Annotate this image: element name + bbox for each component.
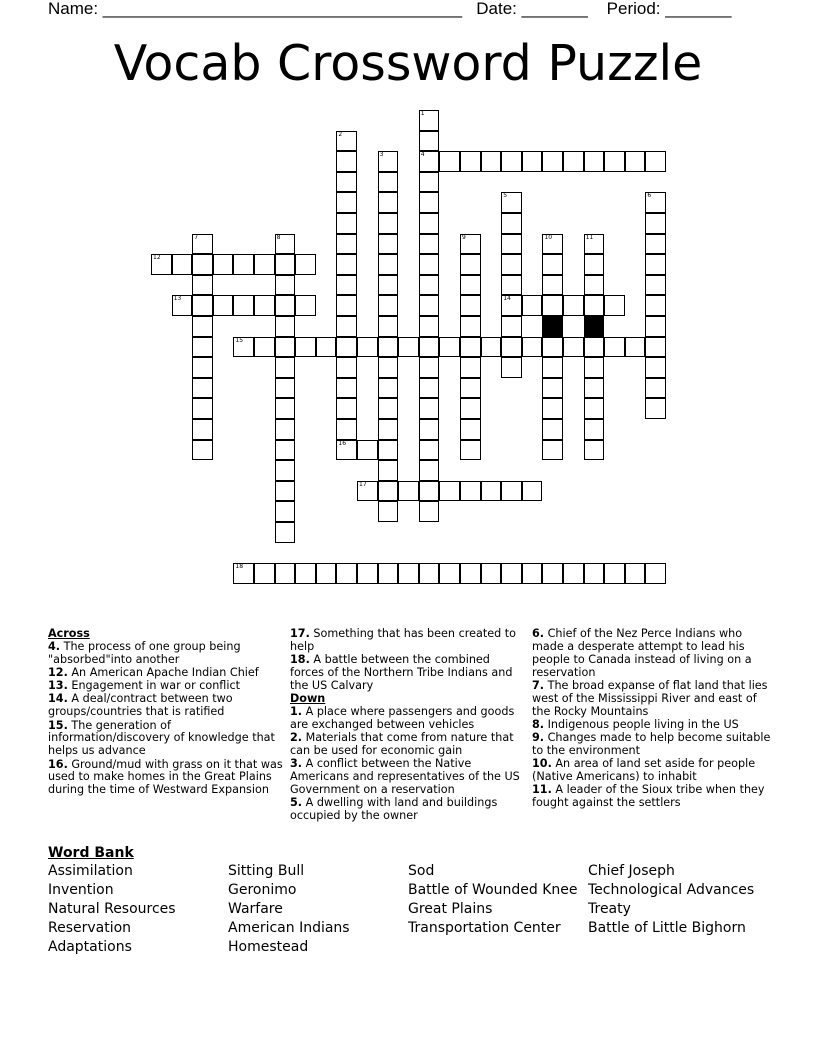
crossword-cell[interactable] bbox=[645, 192, 666, 213]
crossword-cell[interactable] bbox=[460, 295, 481, 316]
crossword-cell[interactable] bbox=[378, 357, 399, 378]
page-title: Vocab Crossword Puzzle bbox=[113, 35, 703, 92]
crossword-cell[interactable] bbox=[645, 563, 666, 584]
crossword-cell[interactable] bbox=[357, 440, 378, 461]
crossword-cell[interactable] bbox=[419, 357, 440, 378]
clues-column-2 bbox=[290, 628, 526, 823]
crossword-cell[interactable] bbox=[625, 151, 646, 172]
crossword-cell[interactable] bbox=[192, 378, 213, 399]
crossword-cell[interactable] bbox=[336, 316, 357, 337]
crossword-cell[interactable] bbox=[501, 337, 522, 358]
crossword-cell[interactable] bbox=[378, 419, 399, 440]
word-bank-item: Technological Advances bbox=[588, 882, 755, 898]
crossword-cell[interactable] bbox=[584, 398, 605, 419]
crossword-cell[interactable] bbox=[501, 275, 522, 296]
crossword-cell[interactable] bbox=[275, 275, 296, 296]
clue-down-8: 8. Indigenous people living in the US bbox=[532, 717, 739, 731]
crossword-cell[interactable] bbox=[542, 275, 563, 296]
crossword-cell[interactable] bbox=[275, 337, 296, 358]
crossword-cell[interactable] bbox=[645, 378, 666, 399]
crossword-cell[interactable] bbox=[275, 378, 296, 399]
crossword-cell[interactable] bbox=[584, 295, 605, 316]
crossword-cell[interactable] bbox=[419, 419, 440, 440]
crossword-cell[interactable] bbox=[584, 563, 605, 584]
crossword-cell[interactable] bbox=[563, 295, 584, 316]
cell-number: 13 bbox=[173, 295, 182, 303]
crossword-cell[interactable] bbox=[439, 563, 460, 584]
crossword-cell[interactable] bbox=[522, 563, 543, 584]
crossword-cell[interactable] bbox=[233, 563, 254, 584]
crossword-cell[interactable] bbox=[604, 337, 625, 358]
crossword-cell[interactable] bbox=[584, 275, 605, 296]
crossword-cell[interactable] bbox=[584, 254, 605, 275]
crossword-cell[interactable] bbox=[501, 357, 522, 378]
crossword-cell[interactable] bbox=[645, 316, 666, 337]
cell-number: 10 bbox=[544, 233, 553, 241]
crossword-cell[interactable] bbox=[460, 151, 481, 172]
across-heading: Across bbox=[48, 627, 90, 640]
crossword-cell[interactable] bbox=[275, 460, 296, 481]
crossword-cell[interactable] bbox=[398, 563, 419, 584]
crossword-cell[interactable] bbox=[584, 378, 605, 399]
crossword-cell[interactable] bbox=[192, 398, 213, 419]
word-bank-item: Invention bbox=[48, 882, 114, 898]
cell-number: 16 bbox=[338, 439, 347, 447]
crossword-cell[interactable] bbox=[419, 398, 440, 419]
crossword-cell[interactable] bbox=[501, 151, 522, 172]
crossword-cell[interactable] bbox=[460, 316, 481, 337]
crossword-cell[interactable] bbox=[378, 275, 399, 296]
crossword-cell[interactable] bbox=[419, 192, 440, 213]
crossword-cell[interactable] bbox=[501, 563, 522, 584]
word-bank-item: Battle of Little Bighorn bbox=[588, 920, 746, 936]
crossword-cell[interactable] bbox=[336, 378, 357, 399]
cell-number: 12 bbox=[153, 254, 161, 262]
crossword-cell[interactable] bbox=[213, 295, 234, 316]
student-info-line: Name: ______________________________________ Date: _______ Period: _______ bbox=[48, 0, 732, 18]
clue-across-17: 17. Something that has been created to help bbox=[290, 627, 516, 653]
crossword-cell[interactable] bbox=[645, 295, 666, 316]
crossword-cell[interactable] bbox=[357, 337, 378, 358]
crossword-cell[interactable] bbox=[645, 234, 666, 255]
clue-down-11: 11. A leader of the Sioux tribe when they fought against the settlers bbox=[532, 783, 765, 810]
clue-across-16: 16. Ground/mud with grass on it that was used to make homes in the Great Plains during the time of Westward Expansion bbox=[48, 757, 283, 797]
crossword-cell[interactable] bbox=[275, 481, 296, 502]
crossword-cell[interactable] bbox=[192, 254, 213, 275]
crossword-cell[interactable] bbox=[563, 337, 584, 358]
crossword-cell[interactable] bbox=[522, 481, 543, 502]
cell-number: 18 bbox=[235, 563, 244, 571]
crossword-cell[interactable] bbox=[542, 419, 563, 440]
crossword-cell[interactable] bbox=[275, 295, 296, 316]
clue-down-9: 9. Changes made to help become suitable to the environment bbox=[532, 731, 771, 758]
crossword-cell[interactable] bbox=[542, 563, 563, 584]
crossword-cell[interactable] bbox=[336, 172, 357, 193]
word-bank-item: Geronimo bbox=[228, 882, 297, 898]
crossword-cell[interactable] bbox=[584, 440, 605, 461]
crossword-cell[interactable] bbox=[522, 151, 543, 172]
crossword-cell[interactable] bbox=[542, 254, 563, 275]
crossword-cell[interactable] bbox=[275, 419, 296, 440]
crossword-cell[interactable] bbox=[501, 481, 522, 502]
word-bank-item: Homestead bbox=[228, 939, 309, 955]
crossword-cell[interactable] bbox=[192, 234, 213, 255]
crossword-cell[interactable] bbox=[254, 563, 275, 584]
crossword-cell[interactable] bbox=[336, 131, 357, 152]
crossword-cell[interactable] bbox=[604, 295, 625, 316]
crossword-cell[interactable] bbox=[378, 398, 399, 419]
word-bank-item: Reservation bbox=[48, 920, 132, 936]
crossword-cell[interactable] bbox=[481, 481, 502, 502]
crossword-cell[interactable] bbox=[460, 254, 481, 275]
crossword-cell[interactable] bbox=[316, 563, 337, 584]
cell-number: 15 bbox=[235, 336, 244, 344]
clue-across-15: 15. The generation of information/discovery of knowledge that helps us advance bbox=[48, 718, 275, 758]
crossword-cell[interactable] bbox=[172, 254, 193, 275]
crossword-cell[interactable] bbox=[192, 275, 213, 296]
word-bank-column-2 bbox=[228, 862, 350, 957]
crossword-cell[interactable] bbox=[336, 254, 357, 275]
crossword-cell[interactable] bbox=[481, 563, 502, 584]
word-bank-item: Adaptations bbox=[48, 939, 132, 955]
crossword-cell[interactable] bbox=[275, 440, 296, 461]
clue-down-6: 6. Chief of the Nez Perce Indians who made a desperate attempt to lead his people to Canada instead of living on a reservation bbox=[532, 627, 752, 679]
word-bank-item: Sitting Bull bbox=[228, 863, 305, 879]
crossword-cell[interactable] bbox=[645, 151, 666, 172]
crossword-cell[interactable] bbox=[336, 295, 357, 316]
crossword-cell[interactable] bbox=[460, 275, 481, 296]
crossword-cell[interactable] bbox=[645, 357, 666, 378]
crossword-cell[interactable] bbox=[295, 337, 316, 358]
crossword-cell[interactable] bbox=[316, 337, 337, 358]
crossword-cell[interactable] bbox=[295, 563, 316, 584]
cell-number: 9 bbox=[462, 233, 466, 241]
crossword-cell[interactable] bbox=[584, 337, 605, 358]
crossword-cell[interactable] bbox=[439, 481, 460, 502]
word-bank-item: Sod bbox=[408, 863, 435, 879]
crossword-cell[interactable] bbox=[542, 337, 563, 358]
crossword-cell[interactable] bbox=[460, 337, 481, 358]
crossword-cell[interactable] bbox=[151, 254, 172, 275]
blocked-cell bbox=[542, 316, 563, 337]
crossword-cell[interactable] bbox=[192, 337, 213, 358]
crossword-cell[interactable] bbox=[563, 563, 584, 584]
crossword-cell[interactable] bbox=[419, 151, 440, 172]
crossword-cell[interactable] bbox=[645, 213, 666, 234]
crossword-cell[interactable] bbox=[378, 192, 399, 213]
cell-number: 8 bbox=[276, 233, 281, 241]
crossword-cell[interactable] bbox=[419, 172, 440, 193]
crossword-cell[interactable] bbox=[419, 501, 440, 522]
word-bank-item: Assimilation bbox=[48, 863, 133, 879]
crossword-cell[interactable] bbox=[542, 234, 563, 255]
crossword-cell[interactable] bbox=[542, 295, 563, 316]
clues-column-3 bbox=[532, 628, 772, 810]
crossword-cell[interactable] bbox=[522, 295, 543, 316]
crossword-cell[interactable] bbox=[336, 275, 357, 296]
crossword-cell[interactable] bbox=[645, 337, 666, 358]
crossword-cell[interactable] bbox=[233, 254, 254, 275]
crossword-cell[interactable] bbox=[357, 563, 378, 584]
crossword-cell[interactable] bbox=[378, 501, 399, 522]
crossword-cell[interactable] bbox=[336, 192, 357, 213]
crossword-cell[interactable] bbox=[460, 234, 481, 255]
crossword-cell[interactable] bbox=[336, 151, 357, 172]
clue-down-10: 10. An area of land set aside for people (Native Americans) to inhabit bbox=[532, 757, 756, 784]
crossword-cell[interactable] bbox=[481, 151, 502, 172]
crossword-cell[interactable] bbox=[336, 440, 357, 461]
crossword-cell[interactable] bbox=[584, 357, 605, 378]
crossword-cell[interactable] bbox=[460, 440, 481, 461]
crossword-cell[interactable] bbox=[460, 378, 481, 399]
crossword-cell[interactable] bbox=[398, 337, 419, 358]
crossword-cell[interactable] bbox=[645, 275, 666, 296]
crossword-cell[interactable] bbox=[419, 234, 440, 255]
crossword-cell[interactable] bbox=[419, 254, 440, 275]
crossword-cell[interactable] bbox=[419, 440, 440, 461]
cell-number: 4 bbox=[420, 151, 425, 159]
crossword-cell[interactable] bbox=[378, 440, 399, 461]
crossword-cell[interactable] bbox=[378, 316, 399, 337]
crossword-cell[interactable] bbox=[419, 337, 440, 358]
cell-number: 14 bbox=[503, 295, 511, 303]
crossword-cell[interactable] bbox=[378, 151, 399, 172]
crossword-cell[interactable] bbox=[295, 254, 316, 275]
crossword-cell[interactable] bbox=[233, 295, 254, 316]
clues-column-1 bbox=[48, 628, 284, 798]
cell-number: 7 bbox=[194, 233, 199, 241]
word-bank-item: American Indians bbox=[228, 920, 350, 936]
clue-across-4: 4. The process of one group being "absorbed"into another bbox=[48, 639, 241, 666]
clue-across-12: 12. An American Apache Indian Chief bbox=[48, 666, 259, 680]
crossword-cell[interactable] bbox=[192, 316, 213, 337]
crossword-cell[interactable] bbox=[275, 398, 296, 419]
crossword-cell[interactable] bbox=[625, 337, 646, 358]
crossword-cell[interactable] bbox=[192, 357, 213, 378]
crossword-cell[interactable] bbox=[233, 337, 254, 358]
crossword-cell[interactable] bbox=[625, 563, 646, 584]
cell-number: 5 bbox=[503, 192, 508, 200]
clue-down-7: 7. The broad expanse of flat land that lies west of the Mississippi River and east of the Rocky Mountains bbox=[532, 678, 768, 718]
crossword-cell[interactable] bbox=[213, 254, 234, 275]
down-heading: Down bbox=[290, 692, 326, 706]
crossword-cell[interactable] bbox=[336, 357, 357, 378]
crossword-cell[interactable] bbox=[378, 172, 399, 193]
crossword-cell[interactable] bbox=[275, 563, 296, 584]
clue-across-14: 14. A deal/contract between two groups/countries that is ratified bbox=[48, 692, 233, 719]
clue-across-13: 13. Engagement in war or conflict bbox=[48, 679, 241, 693]
cell-number: 17 bbox=[359, 480, 367, 488]
crossword-cell[interactable] bbox=[378, 213, 399, 234]
crossword-cell[interactable] bbox=[645, 398, 666, 419]
crossword-cell[interactable] bbox=[275, 234, 296, 255]
crossword-cell[interactable] bbox=[419, 481, 440, 502]
word-bank-item: Natural Resources bbox=[48, 901, 176, 917]
blocked-cell bbox=[584, 316, 605, 337]
clue-down-5: 5. A dwelling with land and buildings occupied by the owner bbox=[290, 796, 498, 823]
cell-number: 2 bbox=[338, 130, 343, 138]
crossword-cell[interactable] bbox=[604, 563, 625, 584]
crossword-cell[interactable] bbox=[419, 563, 440, 584]
crossword-cell[interactable] bbox=[192, 440, 213, 461]
crossword-cell[interactable] bbox=[604, 151, 625, 172]
cell-number: 3 bbox=[379, 151, 384, 159]
cell-number: 11 bbox=[585, 233, 594, 241]
crossword-cell[interactable] bbox=[542, 378, 563, 399]
crossword-cell[interactable] bbox=[584, 151, 605, 172]
crossword-cell[interactable] bbox=[501, 192, 522, 213]
crossword-cell[interactable] bbox=[419, 213, 440, 234]
crossword-cell[interactable] bbox=[419, 131, 440, 152]
crossword-cell[interactable] bbox=[563, 151, 584, 172]
crossword-cell[interactable] bbox=[439, 337, 460, 358]
crossword-cell[interactable] bbox=[378, 378, 399, 399]
clue-across-18: 18. A battle between the combined forces of the Northern Tribe Indians and the US Calvary bbox=[290, 653, 513, 692]
crossword-cell[interactable] bbox=[378, 563, 399, 584]
crossword-cell[interactable] bbox=[460, 419, 481, 440]
crossword-cell[interactable] bbox=[378, 481, 399, 502]
word-bank-item: Chief Joseph bbox=[588, 863, 675, 879]
word-bank-column-4 bbox=[588, 862, 754, 938]
crossword-cell[interactable] bbox=[192, 419, 213, 440]
crossword-cell[interactable] bbox=[501, 213, 522, 234]
word-bank-item: Treaty bbox=[588, 901, 631, 917]
crossword-cell[interactable] bbox=[501, 295, 522, 316]
crossword-cell[interactable] bbox=[254, 295, 275, 316]
crossword-cell[interactable] bbox=[419, 316, 440, 337]
crossword-cell[interactable] bbox=[378, 460, 399, 481]
crossword-cell[interactable] bbox=[542, 357, 563, 378]
crossword-cell[interactable] bbox=[460, 481, 481, 502]
crossword-cell[interactable] bbox=[419, 378, 440, 399]
crossword-cell[interactable] bbox=[460, 357, 481, 378]
crossword-cell[interactable] bbox=[254, 337, 275, 358]
crossword-cell[interactable] bbox=[584, 234, 605, 255]
crossword-cell[interactable] bbox=[501, 234, 522, 255]
word-bank-title: Word Bank bbox=[48, 845, 134, 861]
word-bank-column-1 bbox=[48, 862, 176, 957]
crossword-cell[interactable] bbox=[398, 481, 419, 502]
crossword-cell[interactable] bbox=[378, 337, 399, 358]
crossword-cell[interactable] bbox=[542, 151, 563, 172]
crossword-cell[interactable] bbox=[336, 563, 357, 584]
crossword-cell[interactable] bbox=[419, 110, 440, 131]
clue-down-1: 1. A place where passengers and goods are exchanged between vehicles bbox=[290, 705, 515, 731]
crossword-cell[interactable] bbox=[192, 295, 213, 316]
crossword-cell[interactable] bbox=[275, 316, 296, 337]
word-bank-item: Warfare bbox=[228, 901, 283, 917]
crossword-cell[interactable] bbox=[501, 316, 522, 337]
crossword-cell[interactable] bbox=[275, 522, 296, 543]
clue-down-2: 2. Materials that come from nature that can be used for economic gain bbox=[290, 731, 514, 758]
crossword-cell[interactable] bbox=[501, 254, 522, 275]
crossword-cell[interactable] bbox=[254, 254, 275, 275]
crossword-cell[interactable] bbox=[172, 295, 193, 316]
crossword-cell[interactable] bbox=[460, 398, 481, 419]
crossword-cell[interactable] bbox=[419, 460, 440, 481]
crossword-cell[interactable] bbox=[378, 295, 399, 316]
crossword-cell[interactable] bbox=[522, 337, 543, 358]
crossword-cell[interactable] bbox=[542, 440, 563, 461]
crossword-cell[interactable] bbox=[419, 295, 440, 316]
crossword-cell[interactable] bbox=[378, 254, 399, 275]
crossword-cell[interactable] bbox=[275, 254, 296, 275]
word-bank-item: Battle of Wounded Knee bbox=[408, 882, 578, 898]
crossword-cell[interactable] bbox=[378, 234, 399, 255]
crossword-cell[interactable] bbox=[295, 295, 316, 316]
crossword-cell[interactable] bbox=[584, 419, 605, 440]
crossword-cell[interactable] bbox=[439, 151, 460, 172]
crossword-cell[interactable] bbox=[481, 337, 502, 358]
word-bank-item: Transportation Center bbox=[408, 920, 561, 936]
crossword-cell[interactable] bbox=[336, 398, 357, 419]
cell-number: 6 bbox=[647, 192, 652, 200]
cell-number: 1 bbox=[420, 110, 425, 117]
crossword-cell[interactable] bbox=[645, 254, 666, 275]
word-bank-item: Great Plains bbox=[408, 901, 493, 917]
clue-down-3: 3. A conflict between the Native Americans and representatives of the US Government on a reservation bbox=[290, 757, 520, 797]
crossword-cell[interactable] bbox=[275, 357, 296, 378]
crossword-cell[interactable] bbox=[336, 337, 357, 358]
crossword-cell[interactable] bbox=[275, 501, 296, 522]
word-bank-column-3 bbox=[408, 862, 578, 938]
crossword-cell[interactable] bbox=[336, 234, 357, 255]
crossword-cell[interactable] bbox=[336, 419, 357, 440]
crossword-cell[interactable] bbox=[542, 398, 563, 419]
crossword-cell[interactable] bbox=[336, 213, 357, 234]
crossword-cell[interactable] bbox=[460, 563, 481, 584]
crossword-cell[interactable] bbox=[357, 481, 378, 502]
crossword-cell[interactable] bbox=[419, 275, 440, 296]
